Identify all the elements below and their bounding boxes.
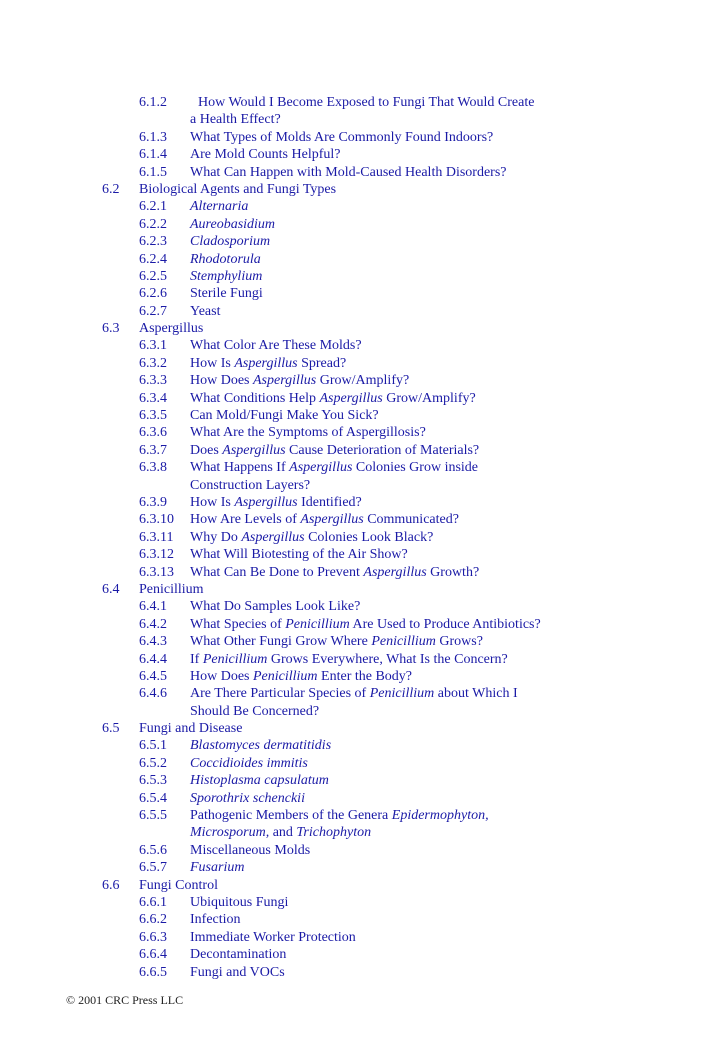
toc-entry-title xyxy=(190,285,263,302)
toc-entry-number: 6.1.5 xyxy=(139,164,167,180)
toc-title-part: Immediate Worker Protection xyxy=(190,929,356,945)
toc-entry-number: 6.4.6 xyxy=(139,686,167,702)
toc-entry-number: 6.3.13 xyxy=(139,564,174,580)
toc-entry-number: 6.3.6 xyxy=(139,425,167,441)
toc-title-part: Aspergillus xyxy=(139,321,204,337)
toc-title-part: Pathogenic Members of the Genera xyxy=(190,808,392,824)
toc-entry-title xyxy=(190,459,478,476)
toc-title-italic-part: Trichophyton xyxy=(296,825,372,841)
toc-title-part: What Do Samples Look Like? xyxy=(190,599,361,615)
toc-title-part: Yeast xyxy=(190,303,221,319)
toc-entry-title xyxy=(190,685,518,702)
toc-entry-title xyxy=(139,720,242,737)
toc-entry-title xyxy=(190,251,261,268)
toc-title-part: Communicated? xyxy=(363,512,459,528)
toc-entry-title xyxy=(190,616,541,633)
toc-subsection-entry[interactable] xyxy=(0,842,728,859)
toc-title-italic-part: Penicillium xyxy=(369,686,435,702)
toc-entry-title xyxy=(190,651,508,668)
toc-title-italic-part: Aspergillus xyxy=(363,564,427,580)
toc-entry-title xyxy=(139,181,336,198)
toc-title-italic-part: Penicillium xyxy=(285,616,350,632)
toc-entry-number: 6.6.3 xyxy=(139,929,167,945)
toc-title-italic-part: Penicillium xyxy=(371,634,436,650)
toc-entry-number: 6.4.2 xyxy=(139,616,167,632)
toc-subsection-entry[interactable] xyxy=(0,668,728,685)
toc-entry-number: 6.3.5 xyxy=(139,408,167,424)
toc-title-italic-part: Histoplasma capsulatum xyxy=(190,773,329,789)
toc-subsection-entry[interactable] xyxy=(0,424,728,441)
toc-title-part: Fungi and Disease xyxy=(139,721,243,737)
toc-entry-number: 6.6.4 xyxy=(139,947,167,963)
toc-entry-number: 6.6.2 xyxy=(139,912,167,928)
toc-title-part: Grows? xyxy=(435,634,483,650)
toc-title-italic-part: Alternaria xyxy=(190,199,249,215)
toc-subsection-entry[interactable] xyxy=(0,285,728,302)
toc-title-part: What Color Are These Molds? xyxy=(190,338,362,354)
toc-title-italic-part: Stemphylium xyxy=(190,268,263,284)
toc-entry-title xyxy=(190,442,479,459)
toc-entry-title xyxy=(190,390,476,407)
toc-title-part: Decontamination xyxy=(190,947,287,963)
toc-subsection-entry[interactable] xyxy=(0,755,728,772)
toc-title-part: Growth? xyxy=(426,564,480,580)
toc-entry-title xyxy=(190,703,319,720)
toc-title-italic-part: Penicillium xyxy=(253,668,318,684)
toc-title-italic-part: Fusarium xyxy=(190,860,245,876)
copyright-footer: © 2001 CRC Press LLC xyxy=(66,993,184,1007)
toc-subsection-entry[interactable] xyxy=(0,964,728,981)
toc-title-part: Are Used to Produce Antibiotics? xyxy=(349,616,541,632)
toc-title-italic-part: Aspergillus xyxy=(289,460,353,476)
toc-title-part: Grow/Amplify? xyxy=(316,373,410,389)
toc-entry-number: 6.3.4 xyxy=(139,390,167,406)
toc-entry-number: 6.3.12 xyxy=(139,547,174,563)
toc-entry-number: 6.1.3 xyxy=(139,129,167,145)
toc-entry-continuation[interactable] xyxy=(0,703,728,720)
toc-entry-number: 6.2.6 xyxy=(139,286,167,302)
toc-entry-number: 6.5.1 xyxy=(139,738,167,754)
toc-entry-title xyxy=(190,477,310,494)
toc-entry-number: 6.4.5 xyxy=(139,668,167,684)
toc-title-part: Biological Agents and Fungi Types xyxy=(139,181,337,197)
toc-entry-title xyxy=(190,424,426,441)
toc-title-part: Grow/Amplify? xyxy=(382,390,476,406)
toc-entry-number: 6.3.10 xyxy=(139,512,174,528)
toc-title-part: What Other Fungi Grow Where xyxy=(190,634,372,650)
toc-entry-number: 6.2.2 xyxy=(139,216,167,232)
toc-title-part: If xyxy=(190,651,203,667)
toc-entry-number: 6.2 xyxy=(102,181,120,197)
toc-entry-number: 6.2.5 xyxy=(139,268,167,284)
toc-subsection-entry[interactable] xyxy=(0,146,728,163)
toc-title-part: Are There Particular Species of xyxy=(190,686,370,702)
toc-title-part: Grows Everywhere, What Is the Concern? xyxy=(267,651,508,667)
toc-entry-title xyxy=(190,216,275,233)
toc-entry-title xyxy=(190,494,362,511)
toc-subsection-entry[interactable] xyxy=(0,442,728,459)
toc-entry-title xyxy=(190,929,356,946)
toc-entry-title xyxy=(190,164,506,181)
toc-title-part: What Conditions Help xyxy=(190,390,320,406)
toc-entry-title xyxy=(190,546,408,563)
toc-title-part: Can Mold/Fungi Make You Sick? xyxy=(190,408,379,424)
toc-title-part: Sterile Fungi xyxy=(190,286,263,302)
toc-entry-title xyxy=(139,581,204,598)
toc-title-italic-part: Aureobasidium xyxy=(190,216,276,232)
toc-entry-title xyxy=(190,964,285,981)
toc-entry-title xyxy=(190,564,479,581)
toc-subsection-entry[interactable] xyxy=(0,946,728,963)
toc-entry-title xyxy=(190,511,459,528)
toc-entry-number: 6.5.3 xyxy=(139,773,167,789)
toc-subsection-entry[interactable] xyxy=(0,337,728,354)
toc-title-part: and xyxy=(269,825,297,841)
toc-title-part: What Types of Molds Are Commonly Found Indoors? xyxy=(190,129,494,145)
toc-entry-title xyxy=(190,337,362,354)
toc-entry-title xyxy=(190,772,329,789)
toc-entry-number: 6.4.1 xyxy=(139,599,167,615)
toc-entry-title xyxy=(190,146,340,163)
toc-section-entry[interactable] xyxy=(0,720,728,737)
toc-title-italic-part: Aspergillus xyxy=(300,512,364,528)
toc-entry-number: 6.6 xyxy=(102,877,120,893)
toc-title-part: Ubiquitous Fungi xyxy=(190,894,289,910)
toc-title-part: Are Mold Counts Helpful? xyxy=(190,147,341,163)
toc-entry-title xyxy=(190,129,493,146)
toc-entry-number: 6.6.1 xyxy=(139,894,167,910)
toc-title-italic-part: Rhodotorula xyxy=(190,251,261,267)
toc-title-italic-part: Sporothrix schenckii xyxy=(190,790,305,806)
toc-title-part: What Are the Symptoms of Aspergillosis? xyxy=(190,425,426,441)
toc-title-part: Spread? xyxy=(297,355,347,371)
toc-title-italic-part: Aspergillus xyxy=(319,390,383,406)
toc-title-part: How Would I Become Exposed to Fungi That Would Create xyxy=(198,95,535,110)
toc-entry-number: 6.5.6 xyxy=(139,842,167,858)
toc-entry-number: 6.5.2 xyxy=(139,755,167,771)
toc-title-italic-part: Microsporum, xyxy=(190,825,270,841)
toc-entry-title xyxy=(190,529,433,546)
toc-entry-title xyxy=(139,320,203,337)
toc-title-part: How Does xyxy=(190,668,253,684)
toc-subsection-entry[interactable] xyxy=(0,198,728,215)
toc-title-part: Fungi and VOCs xyxy=(190,964,285,980)
toc-title-part: a Health Effect? xyxy=(190,112,281,128)
toc-entry-title xyxy=(190,668,412,685)
toc-title-part: Cause Deterioration of Materials? xyxy=(285,442,480,458)
toc-title-part: Fungi Control xyxy=(139,877,218,893)
toc-entry-number: 6.1.2 xyxy=(139,95,167,110)
toc-subsection-entry[interactable] xyxy=(0,546,728,563)
toc-subsection-entry[interactable] xyxy=(0,790,728,807)
toc-title-italic-part: Aspergillus xyxy=(234,355,298,371)
toc-subsection-entry[interactable] xyxy=(0,390,728,407)
toc-title-italic-part: Aspergillus xyxy=(241,529,305,545)
toc-entry-number: 6.3.11 xyxy=(139,529,174,545)
toc-entry-title xyxy=(190,407,379,424)
toc-entry-number: 6.3.1 xyxy=(139,338,167,354)
toc-entry-continuation[interactable] xyxy=(0,111,728,128)
toc-entry-number: 6.2.3 xyxy=(139,234,167,250)
toc-entry-title xyxy=(190,633,483,650)
toc-entry-title xyxy=(190,755,308,772)
toc-entry-title xyxy=(139,877,218,894)
toc-subsection-entry[interactable] xyxy=(0,459,728,476)
toc-entry-title xyxy=(190,911,241,928)
toc-subsection-entry[interactable] xyxy=(0,129,728,146)
toc-subsection-entry[interactable] xyxy=(0,251,728,268)
toc-entry-title xyxy=(190,372,409,389)
toc-subsection-entry[interactable] xyxy=(0,268,728,285)
toc-subsection-entry[interactable] xyxy=(0,929,728,946)
toc-entry-number: 6.5.4 xyxy=(139,790,167,806)
toc-subsection-entry[interactable] xyxy=(0,494,728,511)
toc-title-part: Colonies Grow inside xyxy=(352,460,479,476)
toc-entry-number: 6.3.9 xyxy=(139,494,167,510)
toc-entry-title xyxy=(190,598,360,615)
toc-title-part: How Are Levels of xyxy=(190,512,301,528)
toc-entry-title xyxy=(190,946,286,963)
toc-subsection-entry[interactable] xyxy=(0,511,728,528)
toc-title-part: Why Do xyxy=(190,529,242,545)
toc-title-italic-part: Blastomyces dermatitidis xyxy=(190,738,332,754)
toc-entry-number: 6.6.5 xyxy=(139,964,167,980)
toc-subsection-entry[interactable] xyxy=(0,303,728,320)
toc-title-italic-part: Epidermophyton, xyxy=(391,808,489,824)
toc-title-part: Enter the Body? xyxy=(317,668,413,684)
toc-subsection-entry[interactable] xyxy=(0,216,728,233)
toc-subsection-entry[interactable] xyxy=(0,372,728,389)
toc-title-italic-part: Cladosporium xyxy=(190,234,271,250)
toc-entry-title xyxy=(190,355,346,372)
toc-entry-title xyxy=(190,268,262,285)
toc-entry-number: 6.2.4 xyxy=(139,251,167,267)
toc-entry-number: 6.4.3 xyxy=(139,634,167,650)
toc-subsection-entry[interactable] xyxy=(0,598,728,615)
toc-title-part: Penicillium xyxy=(139,581,204,597)
toc-entry-number: 6.4.4 xyxy=(139,651,167,667)
toc-section-entry[interactable] xyxy=(0,320,728,337)
toc-title-part: What Can Happen with Mold-Caused Health Disorders? xyxy=(190,164,507,180)
toc-title-italic-part: Penicillium xyxy=(202,651,268,667)
toc-entry-title xyxy=(190,842,310,859)
toc-title-italic-part: Aspergillus xyxy=(253,373,317,389)
toc-entry-number: 6.3.2 xyxy=(139,355,167,371)
toc-subsection-entry[interactable] xyxy=(0,894,728,911)
toc-entry-title xyxy=(190,824,371,841)
toc-entry-number: 6.2.1 xyxy=(139,199,167,215)
toc-title-part: What Happens If xyxy=(190,460,290,476)
toc-entry-title xyxy=(190,790,305,807)
toc-title-part: Does xyxy=(190,442,223,458)
toc-title-part: about Which I xyxy=(434,686,518,702)
toc-title-part: What Can Be Done to Prevent xyxy=(190,564,364,580)
toc-entry-title xyxy=(190,737,331,754)
toc-subsection-entry[interactable] xyxy=(0,685,728,702)
toc-subsection-entry[interactable] xyxy=(0,859,728,876)
toc-subsection-entry[interactable] xyxy=(0,616,728,633)
toc-title-part: How Is xyxy=(190,494,235,510)
toc-title-italic-part: Aspergillus xyxy=(222,442,286,458)
toc-entry-title xyxy=(190,303,220,320)
toc-entry-number: 6.3 xyxy=(102,321,120,337)
toc-subsection-entry[interactable] xyxy=(0,164,728,181)
toc-section-entry[interactable] xyxy=(0,581,728,598)
toc-entry-number: 6.5.5 xyxy=(139,808,167,824)
toc-section-entry[interactable] xyxy=(0,877,728,894)
toc-entry-title xyxy=(190,111,281,128)
toc-subsection-entry[interactable] xyxy=(0,407,728,424)
toc-entry-number: 6.3.3 xyxy=(139,373,167,389)
toc-section-entry[interactable] xyxy=(0,181,728,198)
toc-title-part: How Is xyxy=(190,355,235,371)
toc-title-part: Identified? xyxy=(297,494,362,510)
table-of-contents xyxy=(0,94,728,981)
toc-title-part: Should Be Concerned? xyxy=(190,703,320,719)
toc-subsection-entry[interactable] xyxy=(0,807,728,824)
toc-subsection-entry[interactable] xyxy=(0,737,728,754)
toc-title-italic-part: Aspergillus xyxy=(234,494,298,510)
toc-entry-number: 6.5.7 xyxy=(139,860,167,876)
toc-entry-number: 6.3.8 xyxy=(139,460,167,476)
toc-entry-title xyxy=(190,233,270,250)
toc-title-part: What Will Biotesting of the Air Show? xyxy=(190,547,408,563)
toc-subsection-entry[interactable] xyxy=(0,529,728,546)
toc-title-italic-part: Coccidioides immitis xyxy=(190,755,308,771)
toc-subsection-entry[interactable] xyxy=(0,355,728,372)
toc-subsection-entry[interactable] xyxy=(0,564,728,581)
toc-entry-title xyxy=(190,807,489,824)
toc-title-part: Construction Layers? xyxy=(190,477,311,493)
toc-subsection-entry[interactable] xyxy=(0,233,728,250)
toc-entry-number: 6.2.7 xyxy=(139,303,167,319)
toc-subsection-entry[interactable] xyxy=(0,772,728,789)
toc-subsection-entry[interactable] xyxy=(0,94,728,111)
toc-title-part: Infection xyxy=(190,912,241,928)
toc-title-part: Miscellaneous Molds xyxy=(190,842,311,858)
toc-entry-title xyxy=(190,894,288,911)
toc-entry-title xyxy=(198,94,534,111)
toc-entry-number: 6.5 xyxy=(102,721,120,737)
toc-entry-number: 6.4 xyxy=(102,581,120,597)
toc-title-part: How Does xyxy=(190,373,253,389)
toc-subsection-entry[interactable] xyxy=(0,911,728,928)
toc-entry-title xyxy=(190,859,244,876)
toc-entry-continuation[interactable] xyxy=(0,824,728,841)
toc-entry-continuation[interactable] xyxy=(0,477,728,494)
toc-subsection-entry[interactable] xyxy=(0,651,728,668)
toc-entry-title xyxy=(190,198,248,215)
toc-title-part: Colonies Look Black? xyxy=(304,529,434,545)
toc-entry-number: 6.1.4 xyxy=(139,147,167,163)
toc-entry-number: 6.3.7 xyxy=(139,442,167,458)
toc-title-part: What Species of xyxy=(190,616,286,632)
toc-subsection-entry[interactable] xyxy=(0,633,728,650)
